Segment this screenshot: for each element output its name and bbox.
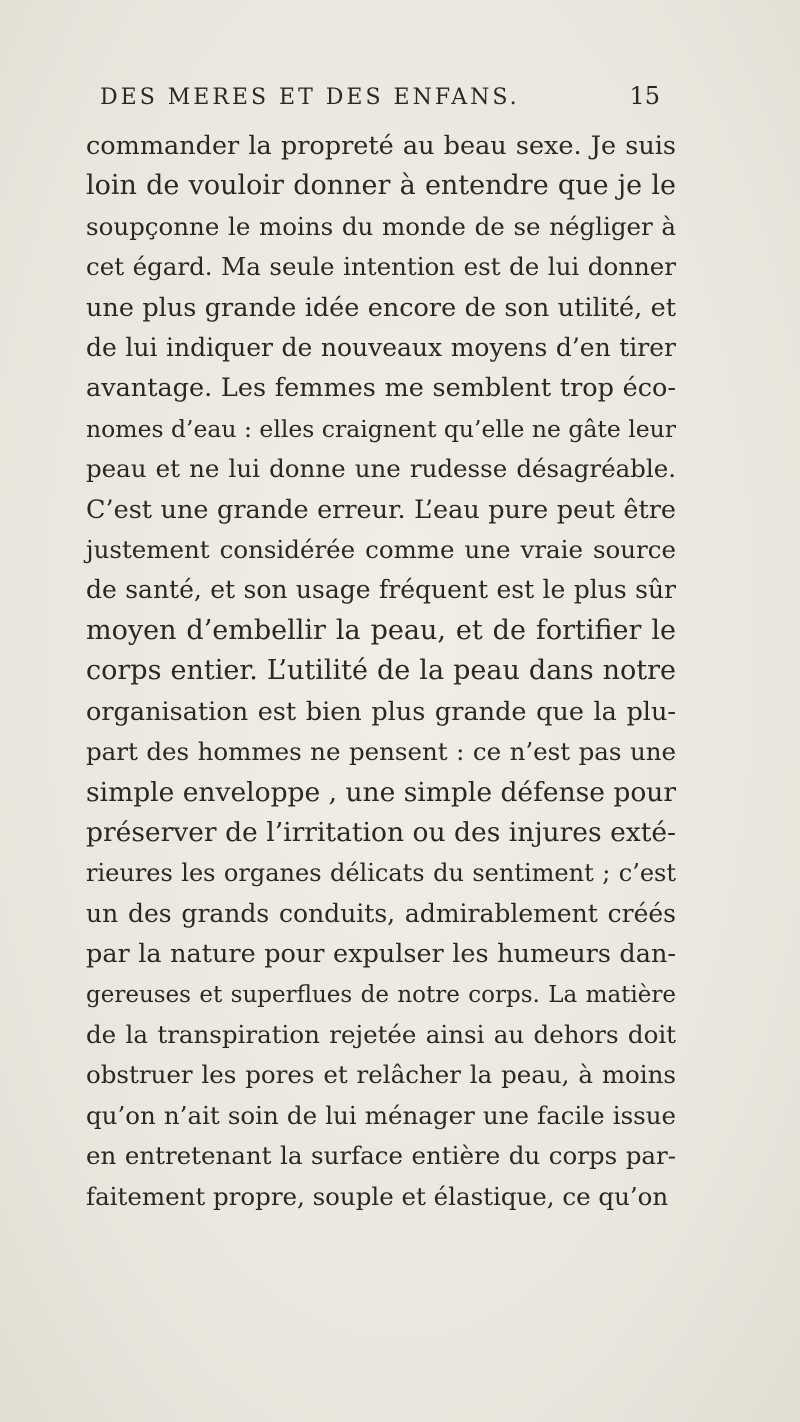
text-line: de lui indiquer de nouveaux moyens d’en tirer [86, 333, 676, 363]
running-title: DES MERES ET DES ENFANS. [100, 85, 520, 110]
text-line: obstruer les pores et relâcher la peau, à moins [86, 1060, 676, 1090]
text-line: de santé, et son usage fréquent est le plus sûr [86, 575, 676, 605]
text-line: C’est une grande erreur. L’eau pure peut être [86, 494, 676, 525]
text-line: simple enveloppe , une simple défense pour [86, 776, 677, 808]
text-line: corps entier. L’utilité de la peau dans notre [86, 655, 676, 687]
text-line: moyen d’embellir la peau, et de fortifier le [86, 614, 676, 646]
text-line: nomes d’eau : elles craignent qu’elle ne gâte leur [86, 414, 677, 443]
text-line: gereuses et superflues de notre corps. La matière [86, 981, 676, 1008]
text-line: faitement propre, souple et élastique, ce qu’on [86, 1181, 669, 1211]
text-line: organisation est bien plus grande que la plu- [86, 696, 676, 727]
body-text [86, 126, 676, 1217]
text-line: avantage. Les femmes me semblent trop éco- [86, 373, 676, 404]
text-line: cet égard. Ma seule intention est de lui donner [86, 252, 676, 282]
text-line: qu’on n’ait soin de lui ménager une facile issue [86, 1100, 676, 1130]
text-line: commander la propreté au beau sexe. Je suis [86, 131, 676, 161]
text-line: un des grands conduits, admirablement créés [86, 898, 676, 928]
text-line: peau et ne lui donne une rudesse désagréable. [86, 454, 676, 484]
text-line: part des hommes ne pensent : ce n’est pas une [86, 737, 676, 767]
text-line: rieures les organes délicats du sentiment ; c’est [86, 859, 676, 888]
text-line: loin de vouloir donner à entendre que je le [86, 170, 676, 202]
text-line: en entretenant la surface entière du corps par- [86, 1141, 676, 1171]
text-line: soupçonne le moins du monde de se négliger à [86, 211, 676, 241]
text-line: de la transpiration rejetée ainsi au dehors doit [86, 1019, 676, 1049]
text-line: préserver de l’irritation ou des injures exté- [86, 816, 676, 848]
running-head [100, 82, 660, 110]
text-line: justement considérée comme une vraie source [86, 535, 676, 565]
page-number: 15 [629, 82, 660, 110]
text-line: une plus grande idée encore de son utilité, et [86, 292, 676, 323]
text-line: par la nature pour expulser les humeurs dan- [86, 939, 676, 970]
